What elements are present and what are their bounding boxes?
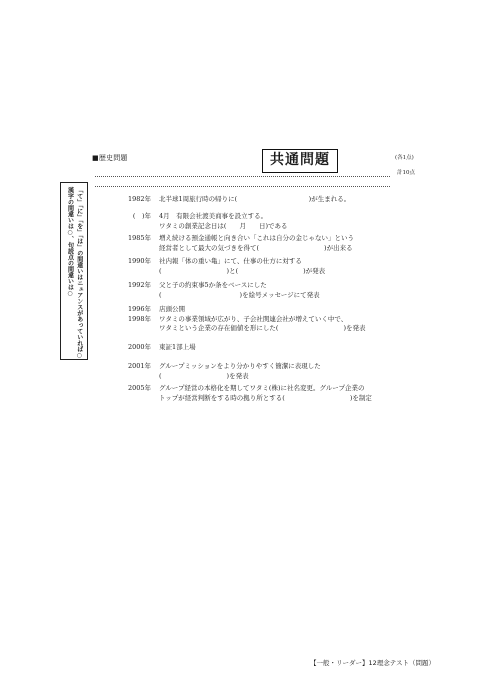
grading-note-column: 「て」「に」「を」「は」の間違いはニュアンスがあっていれば○ bbox=[75, 187, 83, 359]
divider-dotted bbox=[95, 176, 390, 177]
timeline-year: 2000年 bbox=[127, 343, 151, 351]
timeline-year: 2001年 bbox=[127, 362, 151, 370]
timeline-line: 社内報「体の重い亀」にて、仕事の仕方に対する bbox=[159, 257, 302, 265]
timeline-line: ワタミの事業領域が広がり、子会社関連会社が増えていく中で、 bbox=[159, 314, 348, 323]
timeline-line: 増え続ける預金通帳と向き合い「これは自分の金じゃない」という bbox=[159, 234, 354, 242]
timeline-text bbox=[159, 234, 399, 253]
timeline-year: 1992年 bbox=[127, 281, 151, 289]
timeline-text bbox=[159, 305, 399, 334]
timeline-line: 店頭公開 bbox=[159, 305, 185, 313]
timeline-line: グループミッションをより分かりやすく簡潔に表現した bbox=[159, 362, 321, 370]
timeline-year: 1982年 bbox=[127, 195, 151, 203]
grading-note-box bbox=[60, 182, 88, 360]
timeline-year: 1996年 1998年 bbox=[127, 305, 151, 323]
section-label: ■歴史問題 bbox=[92, 154, 128, 162]
timeline-line: 北半球1周旅行時の帰りに( )が生まれる。 bbox=[159, 195, 351, 203]
timeline-line: ( )を発表 bbox=[159, 371, 249, 380]
timeline-year: 2005年 bbox=[127, 384, 151, 392]
timeline-line: 経営者として最大の気づきを得て( )が出来る bbox=[159, 243, 353, 252]
divider-dotted bbox=[95, 186, 390, 187]
timeline-text bbox=[159, 362, 399, 381]
timeline-line: 4月 有限会社渡美商事を設立する。 bbox=[159, 212, 268, 220]
timeline-text bbox=[159, 212, 399, 231]
timeline-line: グループ経営の本格化を期してワタミ(株)に社名変更。グループ企業の bbox=[159, 384, 365, 392]
page-title: 共通問題 bbox=[262, 149, 338, 173]
timeline-year: 1990年 bbox=[127, 257, 151, 265]
timeline-year: ( )年 bbox=[132, 212, 151, 220]
timeline-line: ( )と( )が発表 bbox=[159, 266, 326, 275]
timeline-text bbox=[159, 195, 399, 205]
timeline-line: 父と子の約束事5か条をベースにした bbox=[159, 281, 267, 289]
grading-note-column: 漢字の間違いは○、句読点の間違いは○ bbox=[66, 187, 74, 297]
timeline-text bbox=[159, 257, 399, 276]
footer-label: 【一般・リーダー】12理念テスト（問題） bbox=[310, 659, 436, 667]
points-each: (各1点) bbox=[395, 155, 414, 161]
timeline-line: ワタミの創業記念日は( 月 日)である bbox=[159, 221, 288, 230]
timeline-text bbox=[159, 281, 399, 300]
points-total: 計10点 bbox=[397, 170, 415, 176]
timeline-line: 東証1部上場 bbox=[159, 343, 196, 351]
timeline-text bbox=[159, 384, 399, 403]
timeline-year: 1985年 bbox=[127, 234, 151, 242]
timeline-line: ワタミという企業の存在価値を形にした( )を発表 bbox=[159, 324, 366, 332]
timeline-line: ( )を絵号メッセージにて発表 bbox=[159, 290, 320, 299]
timeline-text bbox=[159, 343, 399, 353]
timeline-line: トップが経営判断をする時の拠り所とする( )を制定 bbox=[159, 393, 372, 402]
